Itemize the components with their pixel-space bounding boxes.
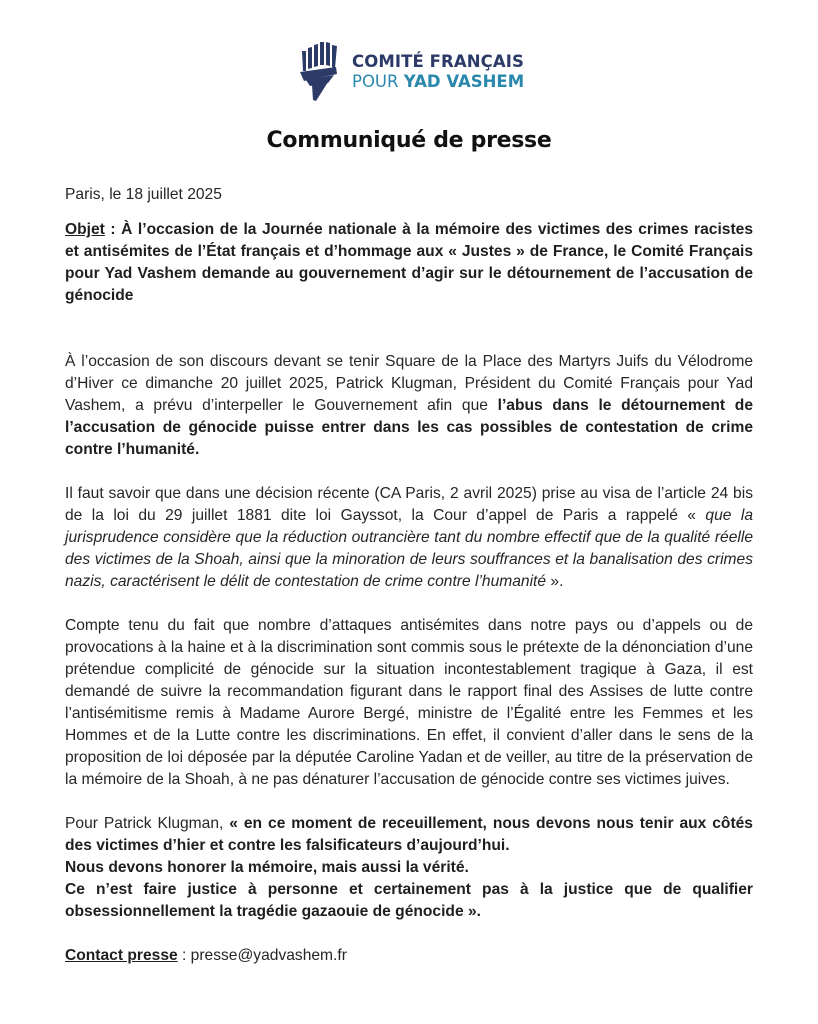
contact-label: Contact presse (65, 947, 178, 964)
paragraph-speech-emphasis: l’abus dans le détournement de l’accusation de génocide puisse entrer dans les cas possibles de contestation de crime contre l’humanité. (65, 397, 753, 458)
contact-email[interactable]: presse@yadvashem.fr (190, 947, 347, 964)
statement-quote-line-1: « en ce moment de receuillement, nous devons nous tenir aux côtés des victimes d’hier et contre les falsificateurs d’aujourd’hui. (65, 815, 753, 854)
paragraph-recommendation: Compte tenu du fait que nombre d’attaques antisémites dans notre pays ou d’appels ou de provocations à la haine et à la discrimination sont commis sous le prétexte de la dénonciation d’une prétendue complicité de génocide sur la situation incontestablement tragique à Gaza, il est demandé de suivre la recommandation figurant dans le rapport final des Assises de lutte contre l’antisémitisme remis à Madame Aurore Bergé, ministre de l’Égalité entre les Femmes et les Hommes et de la Lutte contre les discriminations. En effet, il convient d’aller dans le sens de la proposition de loi déposée par la députée Caroline Yadan et de veiller, au titre de la préservation de la mémoire de la Shoah, à ne pas dénaturer l’accusation de génocide contre ses victimes juives. (65, 617, 753, 788)
subject-label: Objet (65, 221, 105, 238)
logo-line-2-light: POUR (352, 71, 404, 91)
logo-line-1: COMITÉ FRANÇAIS (352, 52, 524, 71)
page-title: Communiqué de presse (266, 128, 552, 153)
logo-line-2 (352, 71, 525, 91)
paragraph-speech-text: À l’occasion de son discours devant se tenir Square de la Place des Martyrs Juifs du Vélodrome d’Hiver ce dimanche 20 juillet 2025, Patrick Klugman, Président du Comité Français pour Yad Vashem, a prévu d’interpeller le Gouvernement afin que (65, 353, 753, 414)
paragraph-speech (65, 351, 753, 461)
subject-separator: : (104, 221, 122, 238)
logo-line-2-bold: YAD VASHEM (403, 71, 525, 91)
paragraph-court-decision (65, 483, 753, 593)
press-contact (65, 945, 753, 967)
paragraph-court-text: Il faut savoir que dans une décision récente (CA Paris, 2 avril 2025) prise au visa de l’article 24 bis de la loi du 29 juillet 1881 dite loi Gayssot, la Cour d’appel de Paris a rappelé « (65, 485, 753, 524)
statement-quote-line-3: Ce n’est faire justice à personne et certainement pas à la justice que de qualifier obsessionnellement la tragédie gazaouie de génocide ». (65, 881, 753, 920)
logo-wordmark (352, 54, 524, 90)
press-release-body (65, 184, 753, 967)
date-line: Paris, le 18 juillet 2025 (65, 186, 222, 203)
statement-quote-line-2: Nous devons honorer la mémoire, mais aussi la vérité. (65, 859, 469, 876)
paragraph-statement (65, 813, 753, 923)
paragraph-court-quote: que la jurisprudence considère que la réduction outrancière tant du nombre effectif que de la qualité réelle des victimes de la Shoah, ainsi que la minoration de leurs souffrances et la banalisation des crimes nazis, caractérisent le délit de contestation de crime contre l’humanité (65, 507, 753, 590)
menorah-hand-icon (300, 41, 342, 101)
paragraph-court-closing: ». (546, 573, 564, 590)
statement-intro: Pour Patrick Klugman, (65, 815, 230, 832)
contact-separator: : (177, 947, 191, 964)
subject-paragraph (65, 219, 753, 307)
organization-logo (300, 40, 524, 102)
subject-text: À l’occasion de la Journée nationale à la mémoire des victimes des crimes racistes et antisémites de l’État français et d’hommage aux « Justes » de France, le Comité Français pour Yad Vashem demande au gouvernement d’agir sur le détournement de l’accusation de génocide (65, 221, 753, 304)
